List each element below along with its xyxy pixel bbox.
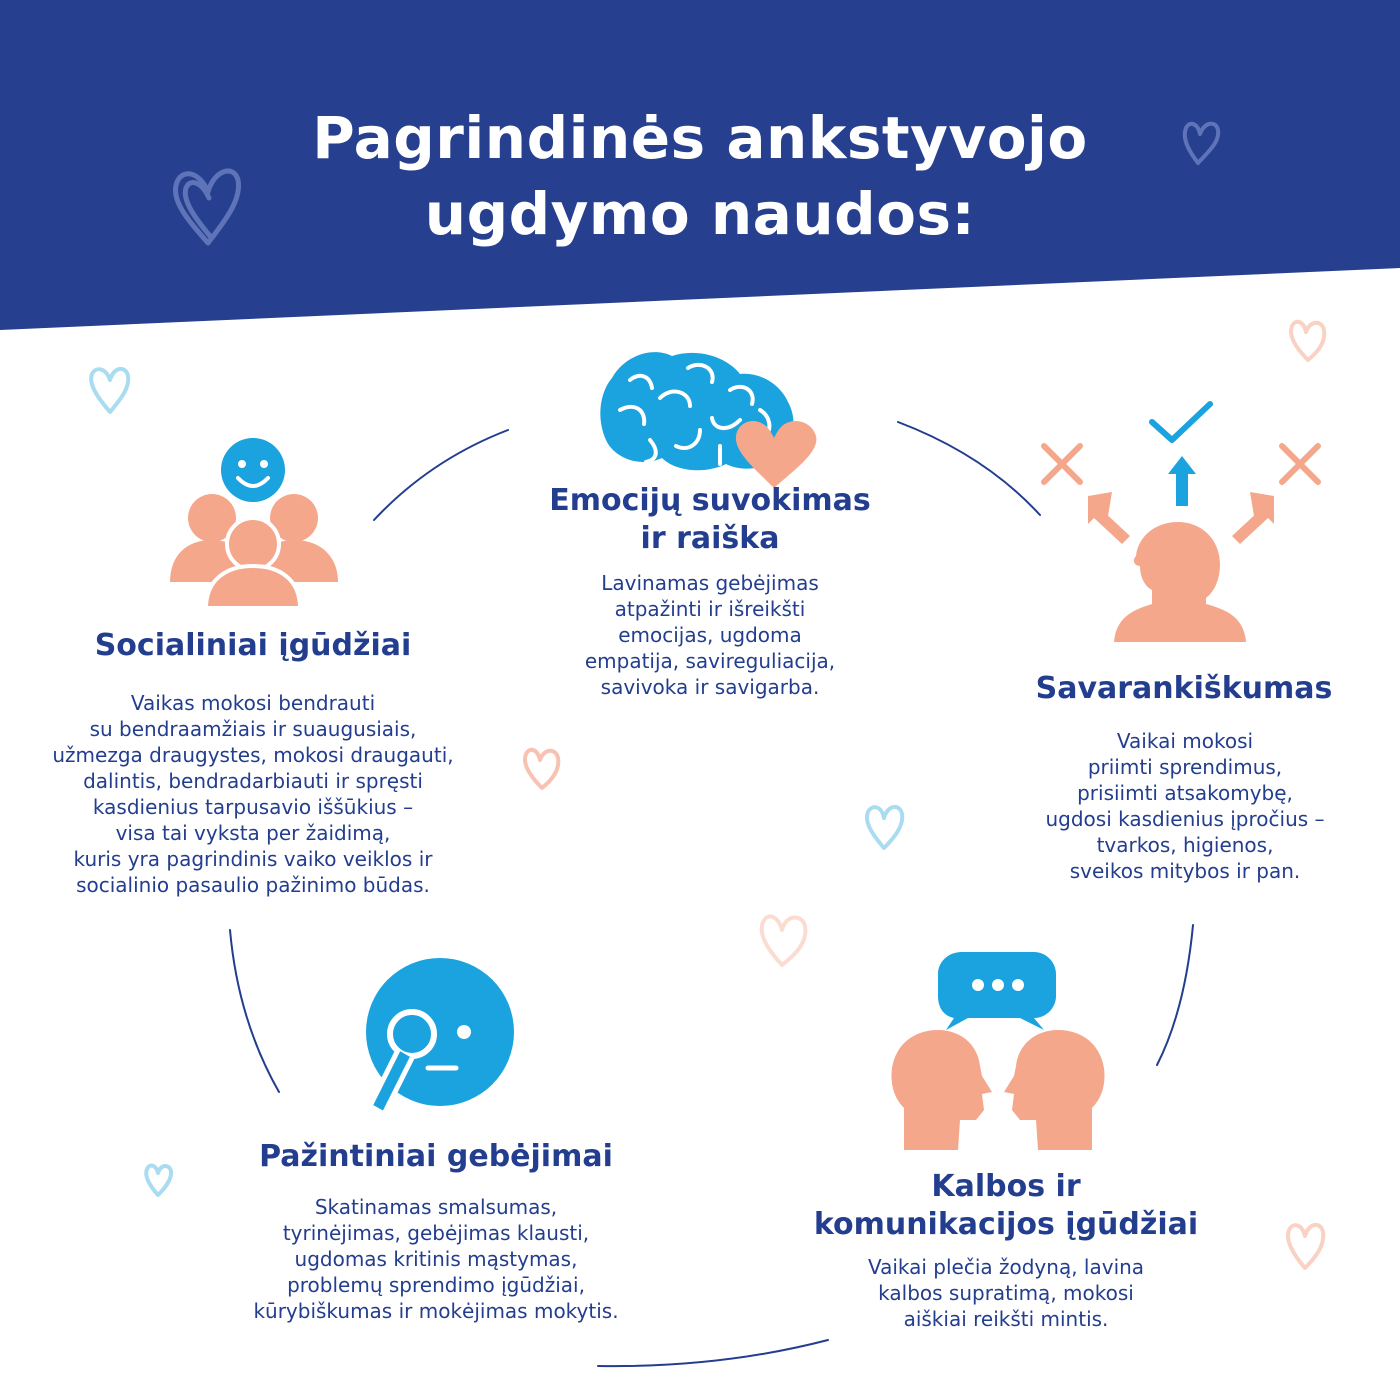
social-heading — [53, 627, 453, 665]
decision-head-icon — [1044, 404, 1318, 642]
page-title-line1: Pagrindinės ankstyvojo — [312, 104, 1088, 172]
cognitive-text: Skatinamas smalsumas, tyrinėjimas, gebėjimas klausti, ugdomas kritinis mąstymas, problemų sprendimo įgūdžiai, kūrybiškumas ir mokėjimas mokytis. — [253, 1195, 619, 1323]
page-title — [200, 100, 1200, 252]
independence-text: Vaikai mokosi priimti sprendimus, prisiimti atsakomybę, ugdosi kasdienius įpročius – tvarkos, higienos, sveikos mitybos ir pan. — [1045, 729, 1325, 883]
emotion-heading — [480, 482, 940, 558]
language-text: Vaikai plečia žodyną, lavina kalbos supratimą, mokosi aiškiai reikšti mintis. — [867, 1255, 1145, 1331]
language-heading — [776, 1168, 1236, 1244]
cognitive-heading — [236, 1138, 636, 1176]
cognitive-heading-line1: Pažintiniai gebėjimai — [259, 1139, 613, 1174]
talking-heads-icon — [892, 952, 1105, 1150]
emotion-heading-line2: ir raiška — [640, 521, 780, 556]
magnifier-face-icon — [366, 958, 514, 1114]
people-smile-icon — [170, 438, 338, 608]
brain-heart-icon — [600, 352, 816, 488]
emotion-text: Lavinamas gebėjimas atpažinti ir išreikšti emocijas, ugdoma empatija, savireguliacija, savivoka ir savigarba. — [584, 571, 836, 699]
independence-heading — [1014, 670, 1354, 708]
language-heading-line1: Kalbos ir — [931, 1169, 1081, 1204]
independence-heading-line1: Savarankiškumas — [1035, 671, 1333, 706]
page-title-line2: ugdymo naudos: — [424, 180, 976, 248]
emotion-heading-line1: Emocijų suvokimas — [549, 483, 871, 518]
social-heading-line1: Socialiniai įgūdžiai — [94, 628, 412, 663]
social-text: Vaikas mokosi bendrauti su bendraamžiais ir suaugusiais, užmezga draugystes, mokosi draugauti, dalintis, bendradarbiauti ir spręsti kasdienius tarpusavio iššūkius – visa tai vyksta per žaidimą, kuris yra pagrindinis vaiko veiklos ir socialinio pasaulio pažinimo būdas. — [52, 691, 454, 897]
language-heading-line2: komunikacijos įgūdžiai — [813, 1207, 1199, 1242]
